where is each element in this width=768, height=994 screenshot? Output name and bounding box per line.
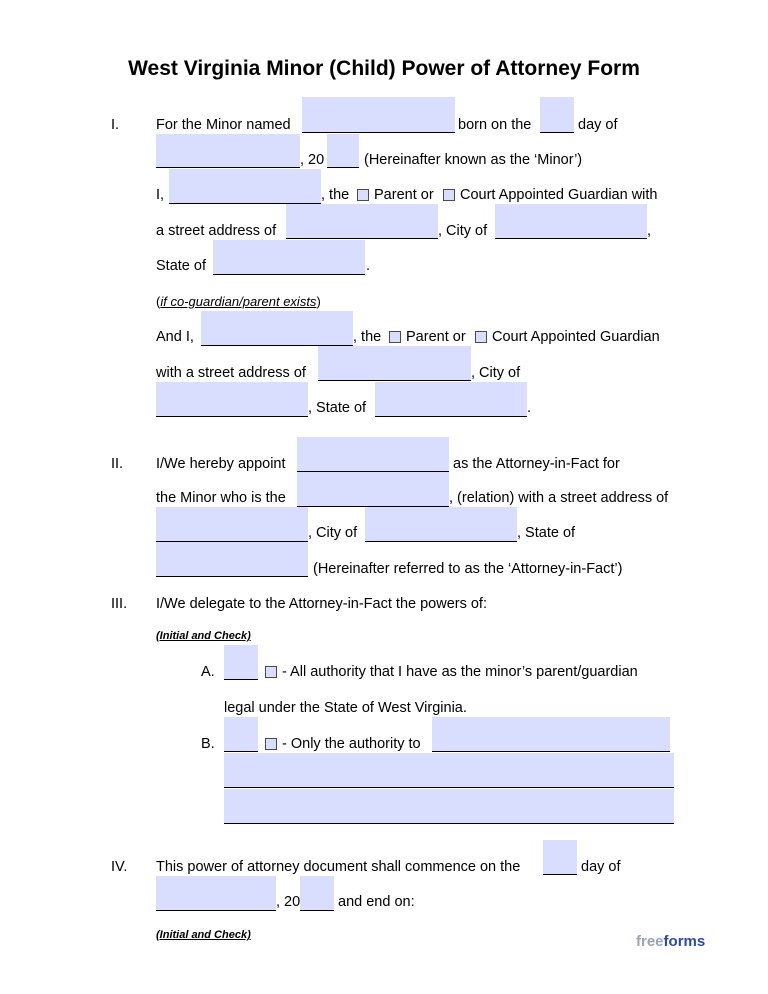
page-title: West Virginia Minor (Child) Power of Attorney Form (128, 57, 640, 80)
parent1-state-field[interactable] (213, 240, 365, 275)
label-year-prefix-2: , 20 (276, 894, 301, 910)
commence-month-field[interactable] (156, 876, 276, 911)
option-a-label: A. (201, 664, 215, 680)
section-number: III. (111, 596, 128, 612)
parent1-parent-checkbox[interactable] (357, 189, 369, 201)
label-parent-or-2: Parent or (406, 329, 466, 345)
label-parent-or: Parent or (374, 187, 434, 203)
label-period: . (366, 258, 371, 274)
option-b-authority-line-3[interactable] (224, 789, 674, 824)
section-number: I. (111, 117, 120, 133)
attorney-name-field[interactable] (297, 437, 449, 472)
option-b-authority-field[interactable] (432, 717, 670, 752)
label-hereby-appoint: I/We hereby appoint (156, 456, 286, 472)
birth-year-field[interactable] (327, 134, 359, 168)
label-and-i: And I, (156, 329, 194, 345)
logo-part-forms: forms (663, 933, 706, 950)
commence-day-field[interactable] (543, 840, 577, 875)
parent2-guardian-checkbox[interactable] (475, 331, 487, 343)
label-commence-on: This power of attorney document shall commence on the (156, 859, 521, 875)
co-guardian-note: (if co-guardian/parent exists) (156, 294, 321, 309)
label-minor-who-is: the Minor who is the (156, 490, 286, 506)
attorney-state-field[interactable] (156, 542, 308, 577)
option-a-text-2: legal under the State of West Virginia. (224, 700, 467, 716)
initial-check-note-2: (Initial and Check) (156, 929, 251, 941)
label-city-of-2: , City of (471, 365, 521, 381)
label-period-2: . (527, 400, 532, 416)
minor-name-field[interactable] (302, 97, 455, 133)
parent2-name-field[interactable] (201, 311, 353, 346)
label-attorney-for: as the Attorney-in-Fact for (453, 456, 620, 472)
label-the-2: , the (353, 329, 382, 345)
label-attorney-hereinafter: (Hereinafter referred to as the ‘Attorney-in-Fact’) (313, 561, 623, 577)
birth-month-field[interactable] (156, 134, 300, 168)
section-number: IV. (111, 859, 128, 875)
label-born-on: born on the (458, 117, 532, 133)
label-city-of-3: , City of (308, 525, 358, 541)
label-day-of-2: day of (581, 859, 621, 875)
label-relation-address: , (relation) with a street address of (449, 490, 669, 506)
parent1-guardian-checkbox[interactable] (443, 189, 455, 201)
label-minor-hereinafter: (Hereinafter known as the ‘Minor’) (364, 152, 583, 168)
logo-part-free: free (636, 933, 664, 950)
section-number: II. (111, 456, 124, 472)
commence-year-field[interactable] (300, 876, 334, 911)
birth-day-field[interactable] (540, 97, 574, 133)
label-court-guardian-2: Court Appointed Guardian (492, 329, 660, 345)
option-b-text: - Only the authority to (282, 736, 421, 752)
co-guardian-note-text: if co-guardian/parent exists (160, 294, 317, 309)
label-court-guardian-with: Court Appointed Guardian with (460, 187, 658, 203)
initial-check-note: (Initial and Check) (156, 630, 251, 642)
freeforms-logo (636, 933, 705, 950)
parent2-address-field[interactable] (318, 346, 471, 381)
option-b-initial-field[interactable] (224, 717, 258, 752)
option-a-checkbox[interactable] (265, 666, 277, 678)
option-b-checkbox[interactable] (265, 738, 277, 750)
attorney-relation-field[interactable] (297, 472, 449, 507)
parent2-city-field[interactable] (156, 382, 308, 417)
parent1-address-field[interactable] (286, 204, 438, 239)
label-minor-named: For the Minor named (156, 117, 291, 133)
label-year-prefix: , 20 (300, 152, 325, 168)
attorney-city-field[interactable] (365, 507, 517, 542)
label-day-of: day of (578, 117, 618, 133)
label-the: , the (321, 187, 350, 203)
label-i: I, (156, 187, 165, 203)
label-city-of: , City of (438, 223, 488, 239)
option-b-authority-line-2[interactable] (224, 753, 674, 788)
option-a-initial-field[interactable] (224, 645, 258, 680)
label-and-end-on: and end on: (338, 894, 415, 910)
option-b-label: B. (201, 736, 215, 752)
label-street-address: a street address of (156, 223, 277, 239)
label-state-of-3: , State of (517, 525, 576, 541)
label-delegate-powers: I/We delegate to the Attorney-in-Fact the powers of: (156, 596, 487, 612)
parent2-parent-checkbox[interactable] (389, 331, 401, 343)
label-comma: , (647, 223, 652, 239)
option-a-text: - All authority that I have as the minor’s parent/guardian (282, 664, 638, 680)
label-street-address-2: with a street address of (156, 365, 306, 381)
label-state-of: State of (156, 258, 206, 274)
attorney-address-field[interactable] (156, 507, 308, 542)
parent1-name-field[interactable] (169, 169, 321, 204)
parent2-state-field[interactable] (375, 382, 527, 417)
parent1-city-field[interactable] (495, 204, 647, 239)
label-state-of-2: , State of (308, 400, 367, 416)
